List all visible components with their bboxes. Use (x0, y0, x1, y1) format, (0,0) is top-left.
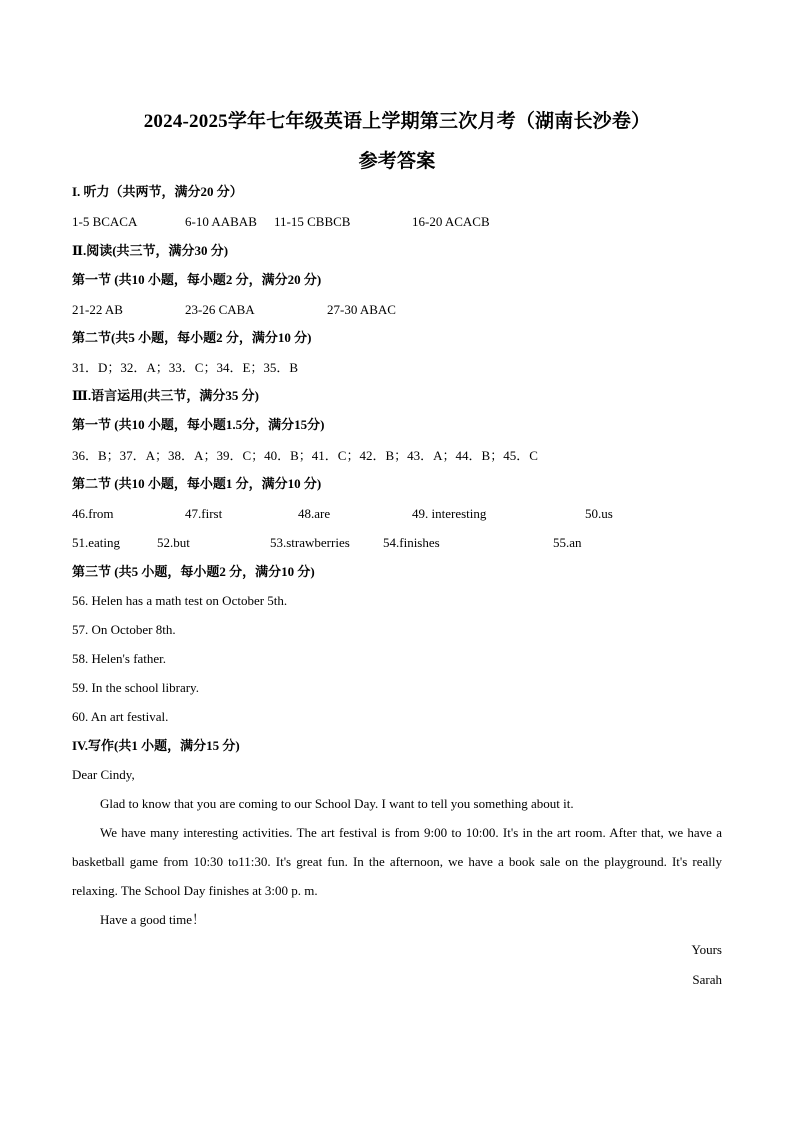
letter-greeting: Dear Cindy, (72, 767, 135, 782)
section2-heading: Ⅱ.阅读(共三节，满分30 分) (72, 243, 229, 258)
fill-answer: 53.strawberries (270, 535, 350, 550)
fill-answer: 52.but (157, 535, 190, 550)
section3-heading: Ⅲ.语言运用(共三节，满分35 分) (72, 388, 259, 403)
short-answer: 56. Helen has a math test on October 5th. (72, 593, 288, 608)
letter-signature: Sarah (692, 972, 722, 987)
answer-group: 1-5 BCACA (72, 214, 138, 229)
fill-answer: 54.finishes (383, 535, 440, 550)
fill-answer: 55.an (553, 535, 582, 550)
answer-group: 21-22 AB (72, 302, 123, 317)
section4-heading: IV.写作(共1 小题，满分15 分) (72, 738, 240, 753)
page-title: 2024-2025学年七年级英语上学期第三次月考（湖南长沙卷） (143, 111, 651, 132)
section3-part3-heading: 第三节 (共5 小题，每小题2 分，满分10 分) (72, 564, 315, 579)
short-answer: 59. In the school library. (72, 680, 199, 695)
section3-part1-heading: 第一节 (共10 小题，每小题1.5分，满分15分) (72, 417, 325, 432)
letter-paragraph: Have a good time！ (100, 912, 206, 927)
fill-answer: 49. interesting (412, 506, 487, 521)
section2-part2-heading: 第二节(共5 小题，每小题2 分，满分10 分) (72, 330, 312, 345)
answer-group: 27-30 ABAC (327, 302, 396, 317)
section2-part2-answers: 31．D；32．A；33．C；34．E；35．B (72, 360, 299, 375)
section1-heading: I. 听力（共两节，满分20 分） (72, 184, 243, 199)
section2-part1-heading: 第一节 (共10 小题，每小题2 分，满分20 分) (72, 272, 322, 287)
letter-paragraph: Glad to know that you are coming to our School Day. I want to tell you something about it. (100, 796, 574, 811)
fill-answer: 46.from (72, 506, 114, 521)
fill-answer: 50.us (585, 506, 613, 521)
page-subtitle: 参考答案 (358, 151, 436, 172)
fill-answer: 51.eating (72, 535, 121, 550)
section3-part2-heading: 第二节 (共10 小题，每小题1 分，满分10 分) (72, 476, 322, 491)
letter-paragraph: We have many interesting activities. The art festival is from 9:00 to 10:00. It's in the art room. After that, we have a basketball game from 10:30 to11:30. It's great fun. In the afternoon, we have a book sale on the playground. It's really relaxing. The School Day finishes at 3:00 p. m. (72, 825, 722, 898)
short-answer: 57. On October 8th. (72, 622, 176, 637)
answer-group: 11-15 CBBCB (274, 214, 351, 229)
short-answer: 58. Helen's father. (72, 651, 167, 666)
answer-group: 16-20 ACACB (412, 214, 490, 229)
answer-group: 23-26 CABA (185, 302, 255, 317)
fill-answer: 47.first (185, 506, 223, 521)
fill-answer: 48.are (298, 506, 331, 521)
short-answer: 60. An art festival. (72, 709, 169, 724)
section3-part1-answers: 36．B；37．A；38．A；39．C；40．B；41．C；42．B；43．A；44．B；45．C (72, 448, 538, 463)
letter-closing: Yours (691, 942, 722, 957)
answer-group: 6-10 AABAB (185, 214, 257, 229)
